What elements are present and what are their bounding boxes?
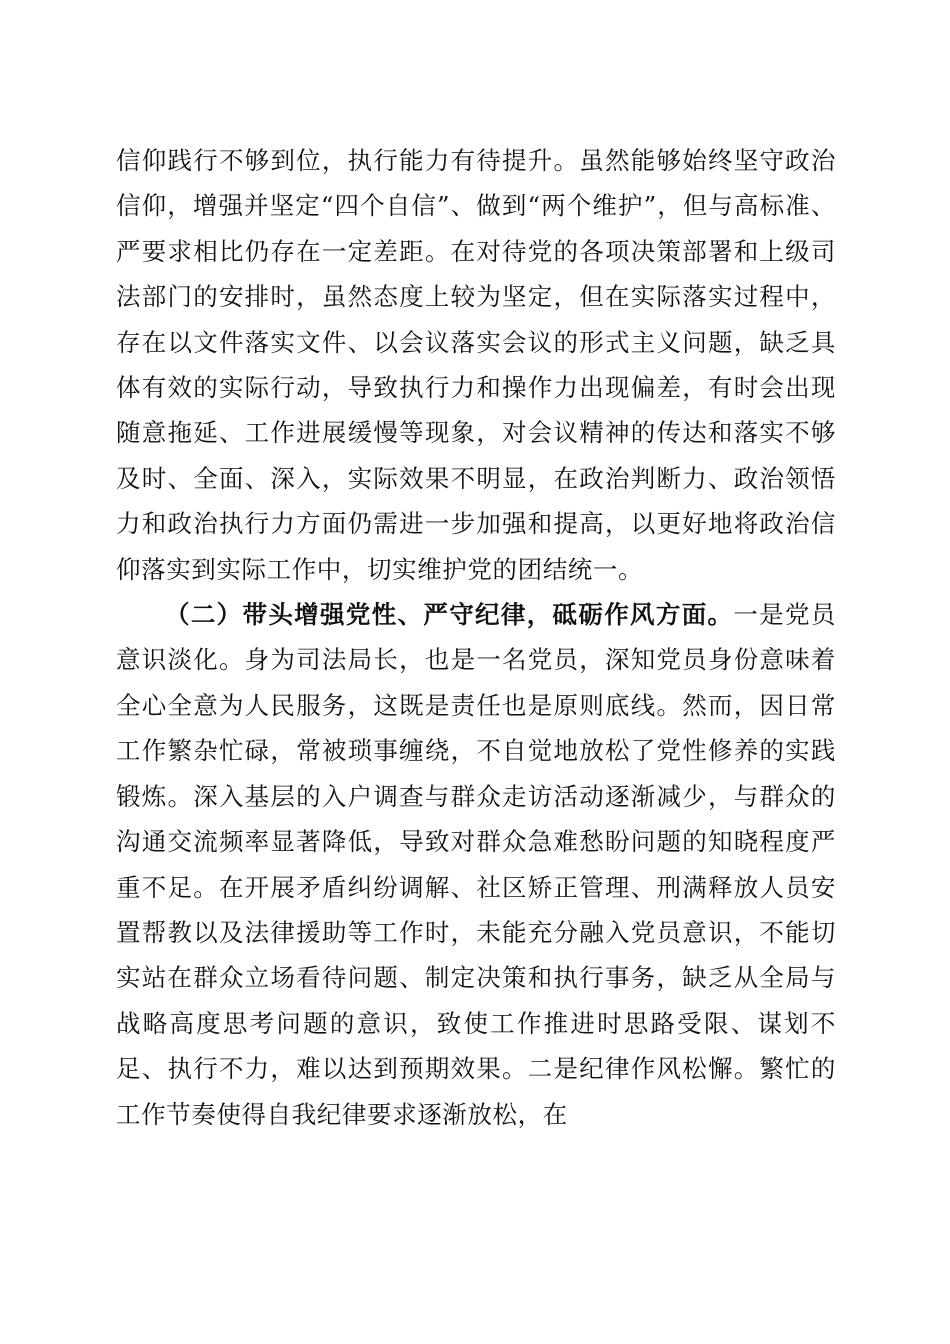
paragraph-2-text: 一是党员意识淡化。身为司法局长，也是一名党员，深知党员身份意味着全心全意为人民服务，这既是责任也是原则底线。然而，因日常工作繁杂忙碌，常被琐事缠绕，不自觉地放松了党性修养的实践锻炼。深入基层的入户调查与群众走访活动逐渐减少，与群众的沟通交流频率显著降低，导致对群众急难愁盼问题的知晓程度严重不足。在开展矛盾纠纷调解、社区矫正管理、刑满释放人员安置帮教以及法律援助等工作时，未能充分融入党员意识，不能切实站在群众立场看待问题、制定决策和执行事务，缺乏从全局与战略高度思考问题的意识，致使工作推进时思路受限、谋划不足、执行不力，难以达到预期效果。二是纪律作风松懈。繁忙的工作节奏使得自我纪律要求逐渐放松，在 — [116, 600, 836, 1129]
paragraph-1-text: 信仰践行不够到位，执行能力有待提升。虽然能够始终坚守政治信仰，增强并坚定“四个自信”、做到“两个维护”，但与高标准、严要求相比仍存在一定差距。在对待党的各项决策部署和上级司法部门的安排时，虽然态度上较为坚定，但在实际落实过程中，存在以文件落实文件、以会议落实会议的形式主义问题，缺乏具体有效的实际行动，导致执行力和操作力出现偏差，有时会出现随意拖延、工作进展缓慢等现象，对会议精神的传达和落实不够及时、全面、深入，实际效果不明显，在政治判断力、政治领悟力和政治执行力方面仍需进一步加强和提高，以更好地将政治信仰落实到实际工作中，切实维护党的团结统一。 — [116, 146, 836, 584]
paragraph-1 — [116, 138, 836, 592]
section-heading: （二）带头增强党性、严守纪律，砥砺作风方面。 — [165, 600, 734, 630]
document-body — [116, 138, 836, 1137]
paragraph-2 — [116, 592, 836, 1137]
